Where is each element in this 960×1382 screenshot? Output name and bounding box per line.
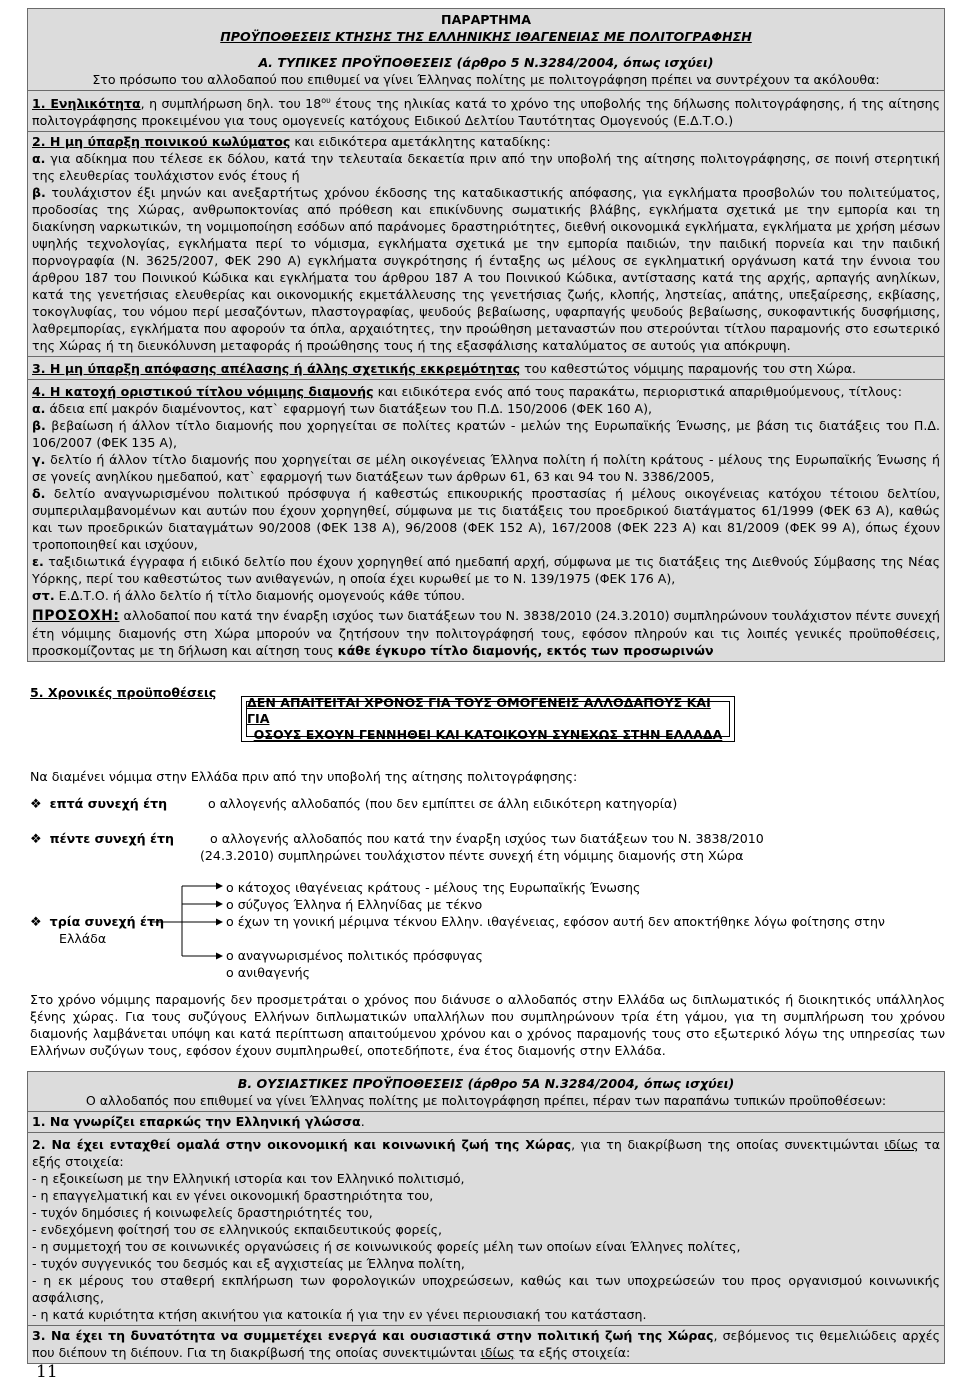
condition-4-text: και ειδικότερα ενός από τους παρακάτω, περιοριστικά απαριθμούμενους, τίτλους: xyxy=(373,384,903,400)
substantive-3-label: 3. Να έχει τη δυνατότητα να συμμετέχει ενεργά και ουσιαστικά στην πολιτική ζωή της Χώρας xyxy=(32,1328,714,1343)
residence-closing-paragraph: Στο χρόνο νόμιμης παραμονής δεν προσμετράται ο χρόνος που διάνυσε ο αλλοδαπός στην Ελλάδα ως διπλωματικός ή διοικητικός υπάλληλος ξένης χώρας. Για τους συζύγους Ελλήνων διπλωματικών υπαλλήλων που συμπληρώνουν τρία έτη γάμου, για τη συμπλήρωση του χρόνου διαμονής λαμβάνεται υπόψη και κατά περίπτωση απαιτούμενου χρόνου και ο χρόνος παραμονής τους στο εξωτερικό λόγω της υπηρεσίας των Ελλήνων συζύγων τους, εφόσον έχουν συμπληρωθεί, οποτεδήποτε, ένα έτος διαμονής στην Ελλάδα. xyxy=(30,992,945,1058)
section-a-intro: Στο πρόσωπο του αλλοδαπού που επιθυμεί να γίνει Έλληνας πολίτης με πολιτογράφηση πρέπει να συντρέχουν τα ακόλουθα: xyxy=(92,72,880,87)
condition-2-beta-text: τουλάχιστον έξι μηνών και ανεξαρτήτως χρόνου έκδοσης της καταδικαστικής απόφασης, για εγκλήματα προσβολών του πολιτεύματος, προδοσίας της Χώρας, ανθρωποκτονίας από πρόθεση και επικίνδυνης σωματικής βλάβης, εγκλήματα σχετικά με την εμπορία και τη διακίνηση ναρκωτικών, τη νομιμοποίηση εσόδων από παράνομες δραστηριότητες, διεθνή οικονομικά εγκλήματα, εγκλήματα με χρήση μέσων υψηλής τεχνολογίας, εγκλήματα περί το νόμισμα, εγκλήματα σχετικά με την εμπορία παιδιών, την παιδική πορνεία και την παιδική πορνογραφία (Ν. 3625/2007, ΦΕΚ 290 Α) εγκλήματα συγκρότησης ή ένταξης ως μέλους σε εγκληματική οργάνωση κατά την έννοια του άρθρου 187 του Ποινικού Κώδικα και εγκλήματα του άρθρου 187 Α του Ποινικού Κώδικα, αντίστασης κατά της αρχής, αρπαγής ανηλίκων, κατά της γενετήσιας ελευθερίας και οικονομικής εκμετάλλευσης της γενετήσιας ζωής, κλοπής, ληστείας, απάτης, υπεξαίρεσης, εκβίασης, τοκογλυφίας, του νόμου περί μεσαζόντων, πλαστογραφίας, ψευδούς βεβαίωσης, υφαρπαγής ψευδούς βεβαίωσης, συκοφαντικής δυσφήμισης, λαθρεμπορίας, εγκλήματα που αφορούν τα όπλα, αρχαιότητες, την προώθηση μεταναστών που στερούνται τίτλου παραμονής στο εσωτερικό της Χώρας ή τη διευκόλυνση μεταφοράς ή προώθησης τους ή της εξασφάλισης καταλύματος σε αυτούς για απόκρυψη. xyxy=(32,185,940,354)
list-item: - τυχόν δημόσιες ή κοινωφελείς δραστηριότητές του, xyxy=(32,1205,373,1220)
condition-5-label: 5. Χρονικές προϋποθέσεις xyxy=(30,685,217,700)
attention-bold-text: κάθε έγκυρο τίτλο διαμονής, εκτός των προσωρινών xyxy=(337,643,714,659)
section-b-intro: Ο αλλοδαπός που επιθυμεί να γίνει Έλληνας πολίτης με πολιτογράφηση πρέπει, πέραν των παραπάνω τυπικών προϋποθέσεων: xyxy=(85,1093,887,1108)
section-a-box xyxy=(27,8,945,662)
list-item: άδεια επί μακρόν διαμένοντος, κατ` εφαρμογή των διατάξεων του Π.Δ. 150/2006 (ΦΕΚ 160 Α), xyxy=(45,401,653,417)
residence-intro: Να διαμένει νόμιμα στην Ελλάδα πριν από την υποβολή της αίτησης πολιτογράφησης: xyxy=(30,769,578,784)
section-a-heading: Α. ΤΥΠΙΚΕΣ ΠΡΟΫΠΟΘΕΣΕΙΣ (άρθρο 5 Ν.3284/2004, όπως ισχύει) xyxy=(258,55,714,70)
three-years-item-4: ο αναγνωρισμένος πολιτικός πρόσφυγας xyxy=(226,948,483,963)
condition-1 xyxy=(28,90,944,131)
list-item: Ε.Δ.Τ.Ο. ή άλλο δελτίο ή τίτλο διαμονής ομογενούς κάθε τύπου. xyxy=(54,588,466,604)
attention-label: ΠΡΟΣΟΧΗ: xyxy=(32,608,120,625)
item-label: β. xyxy=(32,418,46,434)
bullet-diamond-icon: ❖ xyxy=(30,797,42,812)
emphasis-text: ιδίως xyxy=(884,1137,919,1152)
substantive-2-text: , για τη διακρίβωση της οποίας συνεκτιμώνται xyxy=(571,1137,885,1152)
substantive-3 xyxy=(28,1325,944,1363)
section-b-header xyxy=(28,1072,944,1111)
seven-years-label: επτά συνεχή έτη xyxy=(49,796,168,811)
superscript: ου xyxy=(321,96,331,105)
three-years-item-3: ο έχων τη γονική μέριμνα τέκνου Ελλην. ιθαγένειας, εφόσον αυτή δεν αποκτήθηκε λόγω φοίτησης στην xyxy=(226,914,885,929)
notice-box xyxy=(241,696,735,742)
list-item: βεβαίωση ή άλλον τίτλο διαμονής που χορηγείται σε πολίτες κρατών - μελών της Ευρωπαϊκής Ένωσης, με βάση τις διατάξεις του Π.Δ. 106/2007 (ΦΕΚ 135 Α), xyxy=(32,418,940,451)
attention-text: αλλοδαποί που κατά την έναρξη ισχύος των διατάξεων του Ν. 3838/2010 (24.3.2010) συμπληρώνουν τουλάχιστον πέντε συνεχή έτη νόμιμης διαμονής στη Χώρα μπορούν να ζητήσουν την πολιτογράφησή τους, εφόσον πληρούν και τις λοιπές γενικές προϋποθέσεις, προσκομίζοντας με τη δήλωση και αίτηση τους xyxy=(32,608,940,659)
item-label: β. xyxy=(32,185,46,201)
three-years-item-2: ο σύζυγος Έλληνα ή Ελληνίδας με τέκνο xyxy=(226,897,483,912)
substantive-2-text-end: τα εξής στοιχεία: xyxy=(32,1137,940,1169)
substantive-3-text: , σεβόμενος τις θεμελιώδεις αρχές που διέπουν τη διέπουν. Για τη διακρίβωσή της οποίας συνεκτιμώνται xyxy=(32,1328,940,1360)
condition-2-text: και ειδικότερα αμετάκλητης καταδίκης: xyxy=(290,134,551,150)
appendix-heading: ΠΑΡΑΡΤΗΜΑ xyxy=(441,12,531,27)
item-label: γ. xyxy=(32,452,46,468)
item-label: α. xyxy=(32,401,46,417)
condition-1-text: , η συμπλήρωση δηλ. του 18 xyxy=(140,96,322,112)
list-item: ταξιδιωτικά έγγραφα ή ειδικό δελτίο που έχουν χορηγηθεί από ημεδαπή αρχή, σύμφωνα με τις διατάξεις της Διεθνούς Σύμβασης της Νέας Υόρκης, περί του καθεστώτος των ανιθαγενών, η οποία έχει κυρωθεί με το Ν. 139/1975 (ΦΕΚ 176 Α), xyxy=(32,554,940,587)
substantive-2-label: 2. Να έχει ενταχθεί ομαλά στην οικονομική και κοινωνική ζωή της Χώρας xyxy=(32,1137,572,1152)
condition-2 xyxy=(28,131,944,356)
bullet-diamond-icon: ❖ xyxy=(30,915,42,930)
three-years-item-1: ο κάτοχος ιθαγένειας κράτους - μέλους της Ευρωπαϊκής Ένωσης xyxy=(226,880,641,895)
item-label: δ. xyxy=(32,486,46,502)
item-label: στ. xyxy=(32,588,55,604)
three-years-label-continued: Ελλάδα xyxy=(59,931,107,946)
condition-3 xyxy=(28,356,944,379)
notice-line-1: ΔΕΝ ΑΠΑΙΤΕΙΤΑΙ ΧΡΟΝΟΣ ΓΙΑ ΤΟΥΣ ΟΜΟΓΕΝΕΙΣ ΑΛΛΟΔΑΠΟΥΣ ΚΑΙ ΓΙΑ xyxy=(247,695,711,726)
list-item: - η κατά κυριότητα κτήση ακινήτου για κατοικία ή για την εν γένει περιουσιακή του κατάσταση. xyxy=(32,1307,647,1322)
three-years-label: τρία συνεχή έτη xyxy=(49,914,165,929)
condition-1-text-rest: έτους της ηλικίας κατά το χρόνο της υποβολής της δήλωσης πολιτογράφησης, ή της αίτησης πολιτογράφησης προκειμένου για τους ομογενείς κατόχους Ειδικού Δελτίου Ταυτότητας Ομογενούς (Ε.Δ.Τ.Ο.) xyxy=(32,96,941,129)
substantive-3-text-end: τα εξής στοιχεία: xyxy=(514,1345,631,1360)
condition-4 xyxy=(28,379,944,661)
condition-2-label: 2. Η μη ύπαρξη ποινικού κωλύματος xyxy=(32,134,291,150)
substantive-1-end: . xyxy=(360,1114,365,1129)
header-block xyxy=(28,9,944,90)
bullet-diamond-icon: ❖ xyxy=(30,832,42,847)
five-years-text-2: (24.3.2010) συμπληρώνει τουλάχιστον πέντε συνεχή έτη νόμιμης διαμονής στη Χώρα xyxy=(200,848,744,863)
list-item: - τυχόν συγγενικός του δεσμός και εξ αγχιστείας με Έλληνα πολίτη, xyxy=(32,1256,465,1271)
condition-3-label: 3. Η μη ύπαρξη απόφασης απέλασης ή άλλης σχετικής εκκρεμότητας xyxy=(32,361,521,377)
substantive-2 xyxy=(28,1132,944,1325)
notice-line-2: ΟΣΟΥΣ ΕΧΟΥΝ ΓΕΝΝΗΘΕΙ ΚΑΙ ΚΑΤΟΙΚΟΥΝ ΣΥΝΕΧΩΣ ΣΤΗΝ ΕΛΛΑΔΑ xyxy=(253,727,723,742)
five-years-text-1: ο αλλογενής αλλοδαπός που κατά την έναρξη ισχύος των διατάξεων του Ν. 3838/2010 xyxy=(210,831,764,846)
five-years-label: πέντε συνεχή έτη xyxy=(49,831,175,846)
condition-4-label: 4. Η κατοχή οριστικού τίτλου νόμιμης διαμονής xyxy=(32,384,374,400)
condition-3-text: του καθεστώτος νόμιμης παραμονής του στη Χώρα. xyxy=(520,361,856,377)
section-b-heading: Β. ΟΥΣΙΑΣΤΙΚΕΣ ΠΡΟΫΠΟΘΕΣΕΙΣ (άρθρο 5Α Ν.3284/2004, όπως ισχύει) xyxy=(237,1076,735,1091)
condition-1-label: 1. Ενηλικότητα xyxy=(32,96,141,112)
substantive-1 xyxy=(28,1111,944,1132)
list-item: - η εκ μέρους του σταθερή εκπλήρωση των φορολογικών υποχρεώσεων, καθώς και των υποχρεώσεών του προς οργανισμού κοινωνικής ασφάλισης, xyxy=(32,1273,940,1305)
substantive-1-label: 1. Να γνωρίζει επαρκώς την Ελληνική γλώσσα xyxy=(32,1114,361,1129)
section-b-box xyxy=(27,1071,945,1364)
list-item: δελτίο αναγνωρισμένου πολιτικού πρόσφυγα ή καθεστώς επικουρικής προστασίας ή μέλους οικογένειας κατόχου τέτοιου δελτίου, συμπεριλαμβανομένων και αυτών που έχουν χορηγηθεί, σύμφωνα με τις διατάξεις του προεδρικού διατάγματος 61/1999 (ΦΕΚ 63 Α), καθώς και των προεδρικών διαταγμάτων 90/2008 (ΦΕΚ 138 Α), 96/2008 (ΦΕΚ 152 Α), 167/2008 (ΦΕΚ 223 Α) και 81/2009 (ΦΕΚ 99 Α), όπως έχουν τροποποιηθεί και ισχύουν, xyxy=(32,486,940,553)
page-number: 11 xyxy=(36,1362,58,1382)
list-item: δελτίο ή άλλον τίτλο διαμονής που χορηγείται σε μέλη οικογένειας Έλληνα πολίτη ή πολίτη κράτους - μέλους της Ευρωπαϊκής Ένωσης ή σε γονείς ανηλίκου ημεδαπού, κατ` εφαρμογή των διατάξεων των άρθρων 61, 63 και 94 του Ν. 3386/2005, xyxy=(32,452,940,485)
list-item: - ενδεχόμενη φοίτησή του σε ελληνικούς εκπαιδευτικούς φορείς, xyxy=(32,1222,442,1237)
list-item: - η εξοικείωση με την Ελληνική ιστορία και τον Ελληνικό πολιτισμό, xyxy=(32,1171,465,1186)
list-item: - η συμμετοχή του σε κοινωνικές οργανώσεις ή σε κοινωνικούς φορείς μέλη των οποίων είναι Έλληνες πολίτες, xyxy=(32,1239,741,1254)
document-title: ΠΡΟΫΠΟΘΕΣΕΙΣ ΚΤΗΣΗΣ ΤΗΣ ΕΛΛΗΝΙΚΗΣ ΙΘΑΓΕΝΕΙΑΣ ΜΕ ΠΟΛΙΤΟΓΡΑΦΗΣΗ xyxy=(220,29,752,44)
seven-years-text: ο αλλογενής αλλοδαπός (που δεν εμπίπτει σε άλλη ειδικότερη κατηγορία) xyxy=(208,796,678,811)
list-item: - η επαγγελματική και εν γένει οικονομική δραστηριότητα του, xyxy=(32,1188,434,1203)
three-years-item-5: ο ανιθαγενής xyxy=(226,965,310,980)
connector-arrows xyxy=(150,872,230,962)
emphasis-text: ιδίως xyxy=(480,1345,515,1360)
item-label: ε. xyxy=(32,554,44,570)
condition-2-alpha-text: για αδίκημα που τέλεσε εκ δόλου, κατά την τελευταία δεκαετία πριν από την υποβολή της αίτησης πολιτογράφησης, σε ποινή στερητική της ελευθερίας τουλάχιστον ενός έτους ή xyxy=(32,151,940,184)
item-label: α. xyxy=(32,151,46,167)
